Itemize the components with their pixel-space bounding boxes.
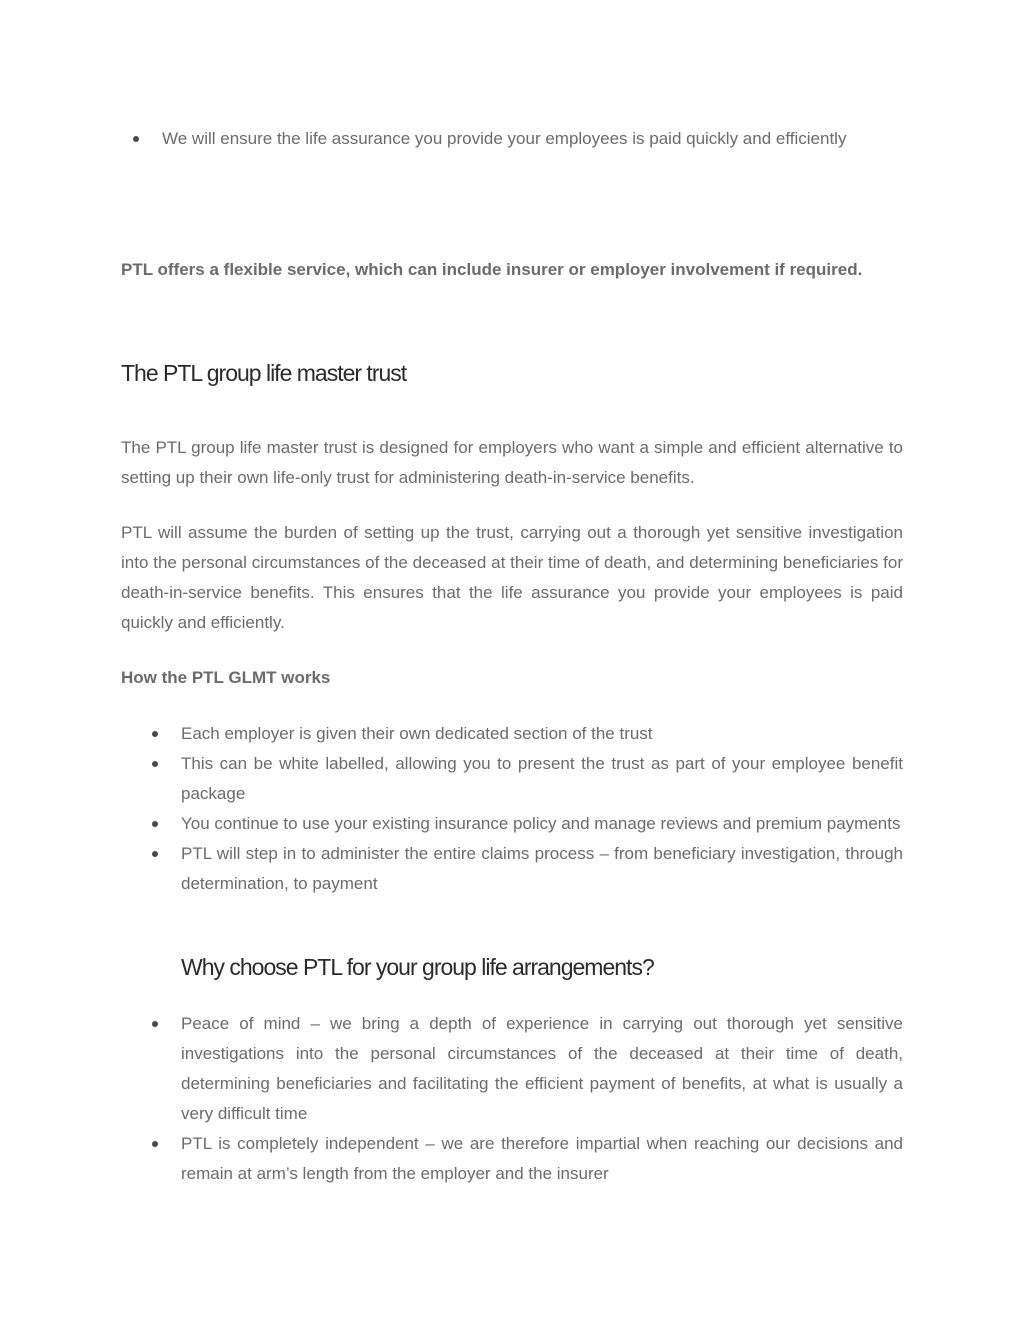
bullet-icon <box>152 821 158 827</box>
list-item-text: You continue to use your existing insurance policy and manage reviews and premium payments <box>181 814 901 833</box>
bullet-icon <box>152 731 158 737</box>
list-item <box>121 719 903 749</box>
list-item <box>121 124 903 154</box>
list-item <box>121 809 903 839</box>
list-item-text: We will ensure the life assurance you provide your employees is paid quickly and efficiently <box>162 129 847 148</box>
how-it-works-list <box>121 719 903 899</box>
bullet-icon <box>133 136 139 142</box>
list-item-text: Each employer is given their own dedicated section of the trust <box>181 724 653 743</box>
list-item <box>121 749 903 809</box>
bullet-icon <box>152 851 158 857</box>
master-trust-paragraph-1: The PTL group life master trust is designed for employers who want a simple and efficient alternative to setting up their own life-only trust for administering death-in-service benefits. <box>121 438 903 487</box>
bullet-icon <box>152 761 158 767</box>
flexible-service-note: PTL offers a flexible service, which can include insurer or employer involvement if required. <box>121 260 863 279</box>
how-it-works-title: How the PTL GLMT works <box>121 668 331 687</box>
list-item-text: PTL is completely independent – we are therefore impartial when reaching our decisions and remain at arm’s length from the employer and the insurer <box>181 1134 903 1183</box>
master-trust-paragraph-2: PTL will assume the burden of setting up the trust, carrying out a thorough yet sensitive investigation into the personal circumstances of the deceased at their time of death, and determining beneficiaries for death-in-service benefits. This ensures that the life assurance you provide your employees is paid quickly and efficiently. <box>121 523 903 632</box>
bullet-icon <box>152 1021 158 1027</box>
bullet-icon <box>152 1141 158 1147</box>
intro-bullet-list <box>121 124 903 154</box>
list-item-text: PTL will step in to administer the entire claims process – from beneficiary investigation, through determination, to payment <box>181 844 903 893</box>
list-item-text: Peace of mind – we bring a depth of experience in carrying out thorough yet sensitive investigations into the personal circumstances of the deceased at their time of death, determining beneficiaries and facilitating the efficient payment of benefits, at what is usually a very difficult time <box>181 1014 903 1123</box>
list-item-text: This can be white labelled, allowing you to present the trust as part of your employee benefit package <box>181 754 903 803</box>
list-item <box>121 1129 903 1189</box>
list-item <box>121 839 903 899</box>
master-trust-heading: The PTL group life master trust <box>121 360 407 386</box>
why-choose-list <box>121 1009 903 1189</box>
why-choose-heading: Why choose PTL for your group life arrangements? <box>181 954 654 980</box>
list-item <box>121 1009 903 1129</box>
